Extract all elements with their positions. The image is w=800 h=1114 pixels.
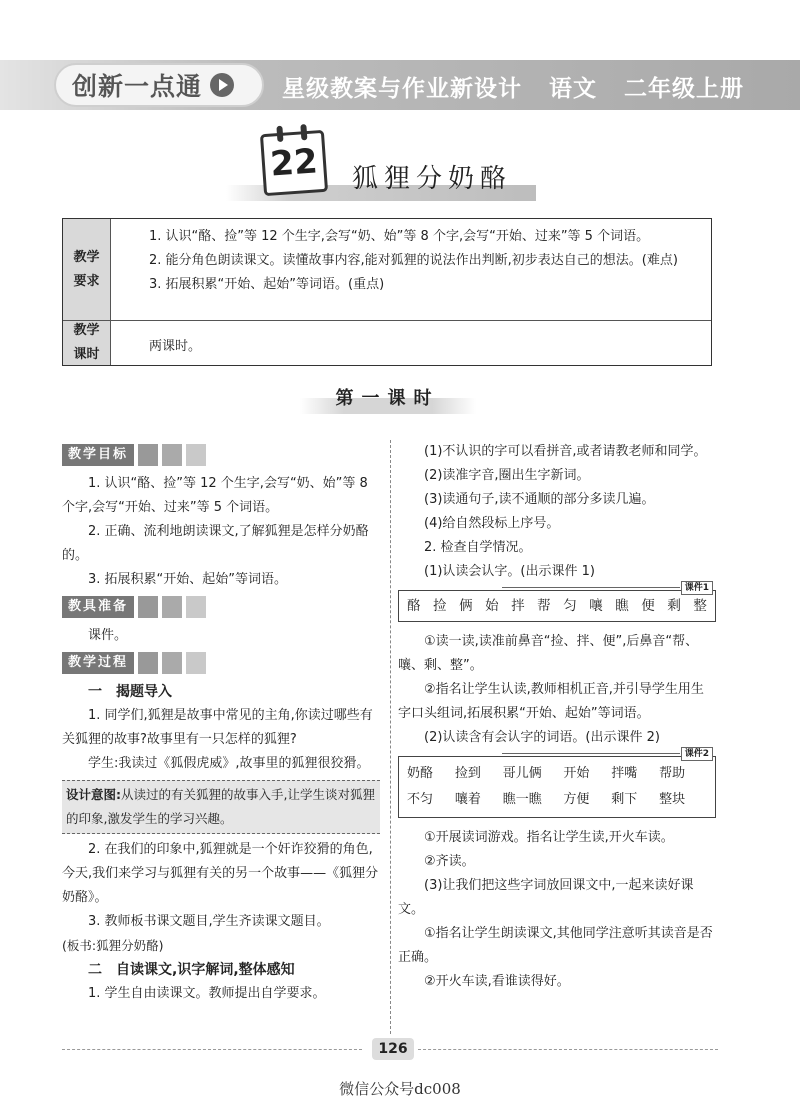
requirements-header-line: 要求 — [73, 273, 100, 289]
requirement-item: 3. 拓展积累“开始、起始”等词语。(重点) — [149, 277, 385, 292]
courseware-1-chars — [399, 591, 715, 621]
design-intent-label: 设计意图: — [66, 787, 121, 802]
tools-tag — [62, 594, 380, 620]
check-substep: (3)让我们把这些字词放回课文中,一起来读好课文。 — [398, 878, 694, 917]
character: 便 — [641, 598, 655, 614]
requirements-header-line: 教学 — [73, 249, 100, 265]
courseware-1-box — [398, 583, 716, 622]
character: 拌 — [511, 598, 525, 614]
design-intent-text: 从读过的有关狐狸的故事入手,让学生谈对狐狸的印象,激发学生的学习兴趣。 — [66, 787, 375, 826]
series-title — [282, 70, 762, 103]
game-step: ②齐读。 — [424, 854, 475, 869]
character: 酪 — [407, 598, 421, 614]
check-substep: (2)认读含有会认字的词语。(出示课件 2) — [424, 730, 660, 745]
lesson-title: 狐狸分奶酪 — [352, 164, 513, 194]
requirement-item: 1. 认识“酪、捡”等 12 个生字,会写“奶、始”等 8 个字,会写“开始、过来”等 5 个词语。 — [149, 229, 650, 244]
column-divider — [390, 440, 391, 1034]
lesson-number: 22 — [268, 141, 319, 185]
hours-header-line: 课时 — [73, 347, 100, 362]
courseware-2-box — [398, 749, 716, 818]
word: 剩下 — [611, 792, 638, 807]
tag-square — [138, 652, 158, 674]
check-step: 2. 检查自学情况。 — [424, 540, 532, 555]
page-number: 126 — [372, 1038, 414, 1060]
hours-header-line: 教学 — [73, 323, 100, 338]
character: 瞧 — [615, 598, 629, 614]
word: 捡到 — [454, 766, 481, 781]
word: 哥儿俩 — [502, 766, 542, 781]
tag-square — [186, 444, 206, 466]
brand-name: 创新一点通 — [72, 72, 203, 101]
objectives-tag — [62, 442, 380, 468]
self-study-item: (2)读准字音,圈出生字新词。 — [424, 468, 590, 483]
process-step: 1. 同学们,狐狸是故事中常见的主角,你读过哪些有关狐狸的故事?故事里有一只怎样的狐狸? — [62, 708, 373, 747]
reading-step: ①指名让学生朗读课文,其他同学注意听其读音是否正确。 — [398, 926, 713, 965]
word: 方便 — [563, 792, 590, 807]
part-1-heading: 一 揭题导入 — [88, 684, 172, 700]
objectives-tag-label: 教学目标 — [62, 444, 134, 466]
hours-header — [63, 321, 111, 365]
hours-body — [111, 321, 211, 365]
board-note: (板书:狐狸分奶酪) — [62, 938, 164, 953]
word: 嚷着 — [454, 792, 481, 807]
grade-name: 二年级上册 — [624, 76, 745, 102]
requirement-item: 2. 能分角色朗读课文。读懂故事内容,能对狐狸的说法作出判断,初步表达自己的想法。(难点) — [149, 253, 678, 268]
section-title: 第一课时 — [335, 388, 440, 409]
process-step: 2. 在我们的印象中,狐狸就是一个奸诈狡猾的角色,今天,我们来学习与狐狸有关的另一个故事——《狐狸分奶酪》。 — [62, 842, 379, 905]
check-substep: (1)认读会认字。(出示课件 1) — [424, 564, 595, 579]
character: 嚷 — [589, 598, 603, 614]
word: 不匀 — [407, 792, 434, 807]
word: 奶酪 — [407, 766, 434, 781]
right-column — [398, 440, 716, 994]
objective-item: 2. 正确、流利地朗读课文,了解狐狸是怎样分奶酪的。 — [62, 524, 369, 563]
objective-item: 3. 拓展积累“开始、起始”等词语。 — [88, 572, 288, 587]
tag-square — [162, 652, 182, 674]
part-2-heading: 二 自读课文,识字解词,整体感知 — [88, 962, 295, 978]
self-study-item: (1)不认识的字可以看拼音,或者请教老师和同学。 — [424, 444, 707, 459]
reading-step: ②开火车读,看谁读得好。 — [424, 974, 570, 989]
tag-square — [186, 596, 206, 618]
word-row — [407, 787, 707, 813]
word: 帮助 — [659, 766, 686, 781]
subject-name: 语文 — [549, 76, 598, 102]
word: 瞧一瞧 — [502, 792, 542, 807]
requirements-table — [62, 218, 712, 366]
reading-note: ①读一读,读准前鼻音“捡、拌、便”,后鼻音“帮、嚷、剩、整”。 — [398, 634, 699, 673]
tag-square — [162, 596, 182, 618]
tag-square — [162, 444, 182, 466]
courseware-2-label: 课件2 — [681, 747, 713, 761]
character: 剩 — [667, 598, 681, 614]
courseware-2-words — [399, 757, 715, 817]
process-tag-label: 教学过程 — [62, 652, 134, 674]
tag-square — [138, 596, 158, 618]
word: 整块 — [659, 792, 686, 807]
tools-tag-label: 教具准备 — [62, 596, 134, 618]
footer-divider — [62, 1049, 362, 1050]
tag-square — [186, 652, 206, 674]
student-answer: 学生:我读过《狐假虎威》,故事里的狐狸很狡猾。 — [88, 756, 370, 771]
design-intent-box — [62, 780, 380, 834]
watermark: 微信公众号dc008 — [339, 1080, 461, 1098]
requirements-body — [111, 219, 688, 320]
brand-tab — [54, 63, 264, 107]
self-study-item: (3)读通句子,读不通顺的部分多读几遍。 — [424, 492, 655, 507]
character: 俩 — [459, 598, 473, 614]
game-step: ①开展读词游戏。指名让学生读,开火车读。 — [424, 830, 674, 845]
character: 匀 — [563, 598, 577, 614]
hours-row — [63, 321, 711, 365]
hours-value: 两课时。 — [149, 339, 202, 354]
character: 帮 — [537, 598, 551, 614]
requirements-row — [63, 219, 711, 321]
tools-text: 课件。 — [88, 628, 128, 643]
word-row — [407, 761, 707, 787]
footer-divider — [418, 1049, 718, 1050]
word: 开始 — [563, 766, 590, 781]
process-step: 1. 学生自由读课文。教师提出自学要求。 — [88, 986, 326, 1001]
character: 整 — [693, 598, 707, 614]
character: 捡 — [433, 598, 447, 614]
tag-square — [138, 444, 158, 466]
calendar-icon — [260, 130, 328, 196]
left-column — [62, 440, 380, 1006]
requirements-header — [63, 219, 111, 320]
reading-note: ②指名让学生认读,教师相机正音,并引导学生用生字口头组词,拓展积累“开始、起始”等词语。 — [398, 682, 704, 721]
series-name: 星级教案与作业新设计 — [282, 76, 522, 102]
play-icon — [210, 73, 234, 97]
objective-item: 1. 认识“酪、捡”等 12 个生字,会写“奶、始”等 8 个字,会写“开始、过来”等 5 个词语。 — [62, 476, 368, 515]
process-step: 3. 教师板书课文题目,学生齐读课文题目。 — [88, 914, 330, 929]
character: 始 — [485, 598, 499, 614]
word: 拌嘴 — [611, 766, 638, 781]
courseware-1-label: 课件1 — [681, 581, 713, 595]
self-study-item: (4)给自然段标上序号。 — [424, 516, 560, 531]
process-tag — [62, 650, 380, 676]
